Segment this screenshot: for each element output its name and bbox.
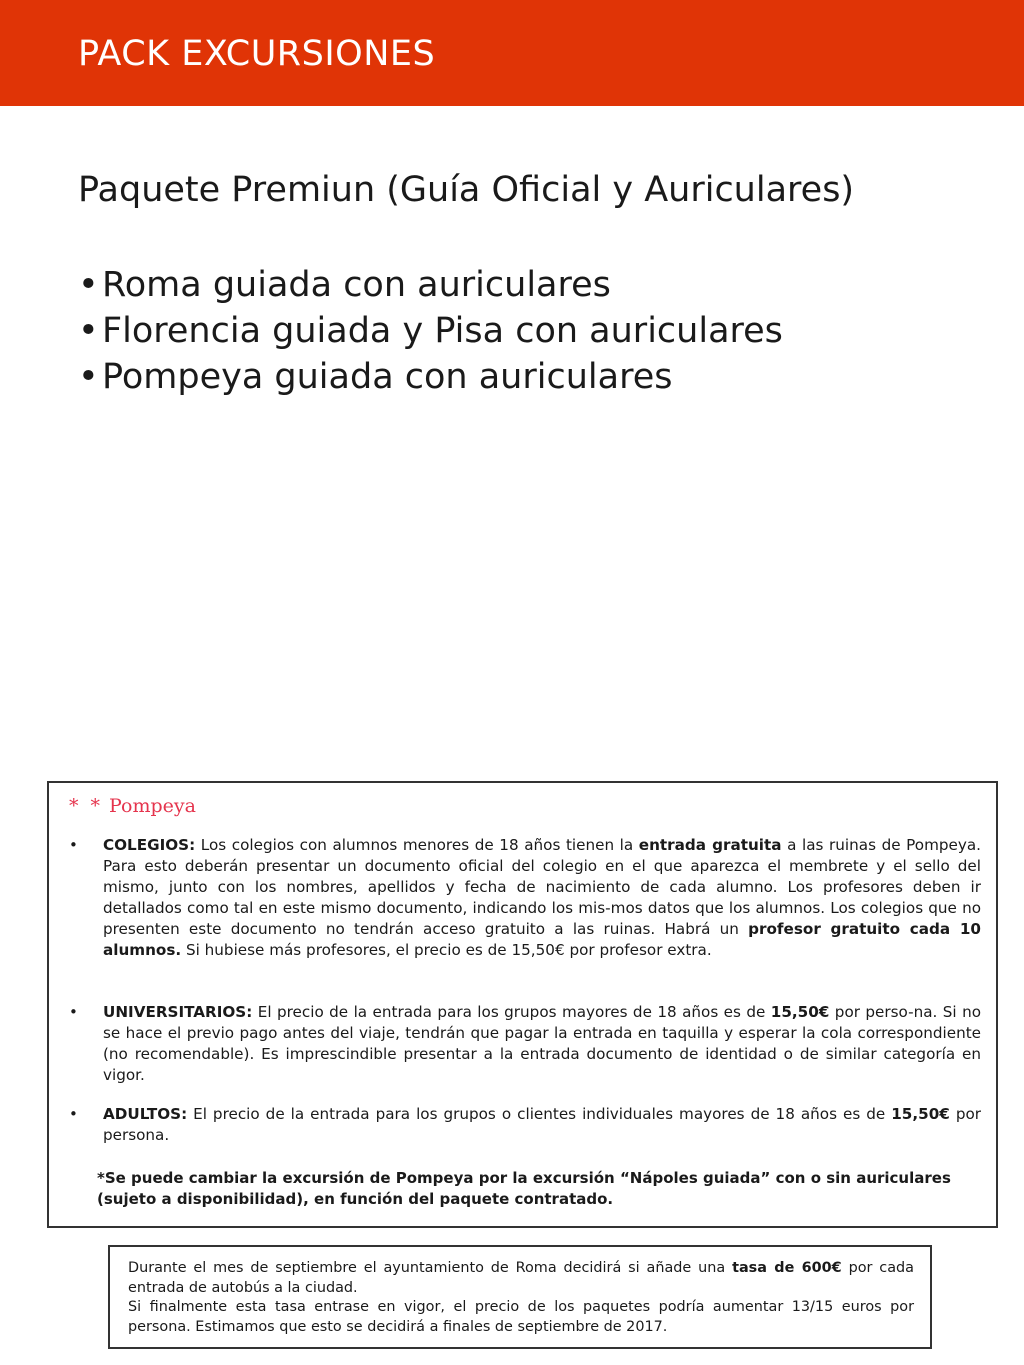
tasa-amount: tasa de 600€ [732, 1260, 842, 1276]
tasa-info-box [108, 1245, 932, 1349]
price-value: 15,50€ [891, 1105, 950, 1123]
tasa-text [128, 1259, 914, 1337]
bullet-icon: • [69, 836, 78, 854]
list-item [78, 262, 783, 308]
universitarios-text [103, 1002, 981, 1086]
pompeya-heading [69, 795, 196, 817]
bullet-icon: • [69, 1003, 78, 1021]
colegios-label: COLEGIOS: [103, 836, 196, 854]
universitarios-item [69, 1002, 981, 1086]
bullet-icon: • [78, 357, 99, 397]
colegios-text [103, 835, 981, 961]
pompeya-note: *Se puede cambiar la excursión de Pompeya por la excursión “Nápoles guiada” con o sin auriculares (sujeto a disponibilidad), en función del paquete contratado. [97, 1169, 951, 1208]
package-title: Paquete Premiun (Guía Oficial y Auriculares) [78, 170, 855, 210]
bullet-icon: • [69, 1105, 78, 1123]
adultos-item [69, 1104, 981, 1146]
adultos-text-part: por persona. [103, 1105, 981, 1144]
package-list [78, 262, 783, 400]
adultos-label: ADULTOS: [103, 1105, 188, 1123]
colegios-text-part: a las ruinas de Pompeya. Para esto deberán presentar un documento oficial del colegio en el que aparezca el membrete y el sello del mismo, junto con los nombres, apellidos y fecha de nacimiento de cada alumno. Los profesores deben ir detallados como tal en este mismo documento, indicando los mis-mos datos que los alumnos. Los colegios que no presenten este documento no tendrán acceso gratuito a las ruinas. Habrá un [103, 836, 981, 938]
bullet-icon: • [78, 311, 99, 351]
pompeya-heading-label: Pompeya [109, 795, 196, 817]
tasa-text-part: Si finalmente esta tasa entrase en vigor, el precio de los paquetes podría aumentar 13/15 euros por persona. Estimamos que esto se decidirá a finales de septiembre de 2017. [128, 1299, 914, 1335]
list-item-label: Pompeya guiada con auriculares [102, 357, 673, 397]
header-bar [0, 0, 1024, 106]
tasa-text-part: por cada entrada de autobús a la ciudad. [128, 1260, 914, 1296]
colegios-text-part: Los colegios con alumnos menores de 18 años tienen la [195, 836, 639, 854]
universitarios-label: UNIVERSITARIOS: [103, 1003, 253, 1021]
asterisks: * * [69, 795, 104, 817]
list-item [78, 354, 783, 400]
page-title: PACK EXCURSIONES [78, 34, 436, 74]
adultos-text-part: El precio de la entrada para los grupos o clientes individuales mayores de 18 años es de [187, 1105, 892, 1123]
universitarios-text-part: por perso-na. Si no se hace el previo pago antes del viaje, tendrán que pagar la entrada en taquilla y esperar la cola correspondiente (no recomendable). Es imprescindible presentar a la entrada documento de identidad o de similar categoría en vigor. [103, 1003, 981, 1084]
universitarios-text-part: El precio de la entrada para los grupos mayores de 18 años es de [252, 1003, 771, 1021]
tasa-text-part: Durante el mes de septiembre el ayuntamiento de Roma decidirá si añade una [128, 1260, 733, 1276]
pompeya-info-box [47, 781, 998, 1228]
bullet-icon: • [78, 265, 99, 305]
list-item [78, 308, 783, 354]
entrada-gratuita: entrada gratuita [638, 836, 782, 854]
colegios-item [69, 835, 981, 961]
list-item-label: Roma guiada con auriculares [102, 265, 611, 305]
profesor-gratuito: profesor gratuito cada 10 alumnos. [103, 920, 981, 959]
colegios-text-part: Si hubiese más profesores, el precio es de 15,50€ por profesor extra. [181, 941, 712, 959]
adultos-text [103, 1104, 981, 1146]
price-value: 15,50€ [770, 1003, 830, 1021]
list-item-label: Florencia guiada y Pisa con auriculares [102, 311, 783, 351]
